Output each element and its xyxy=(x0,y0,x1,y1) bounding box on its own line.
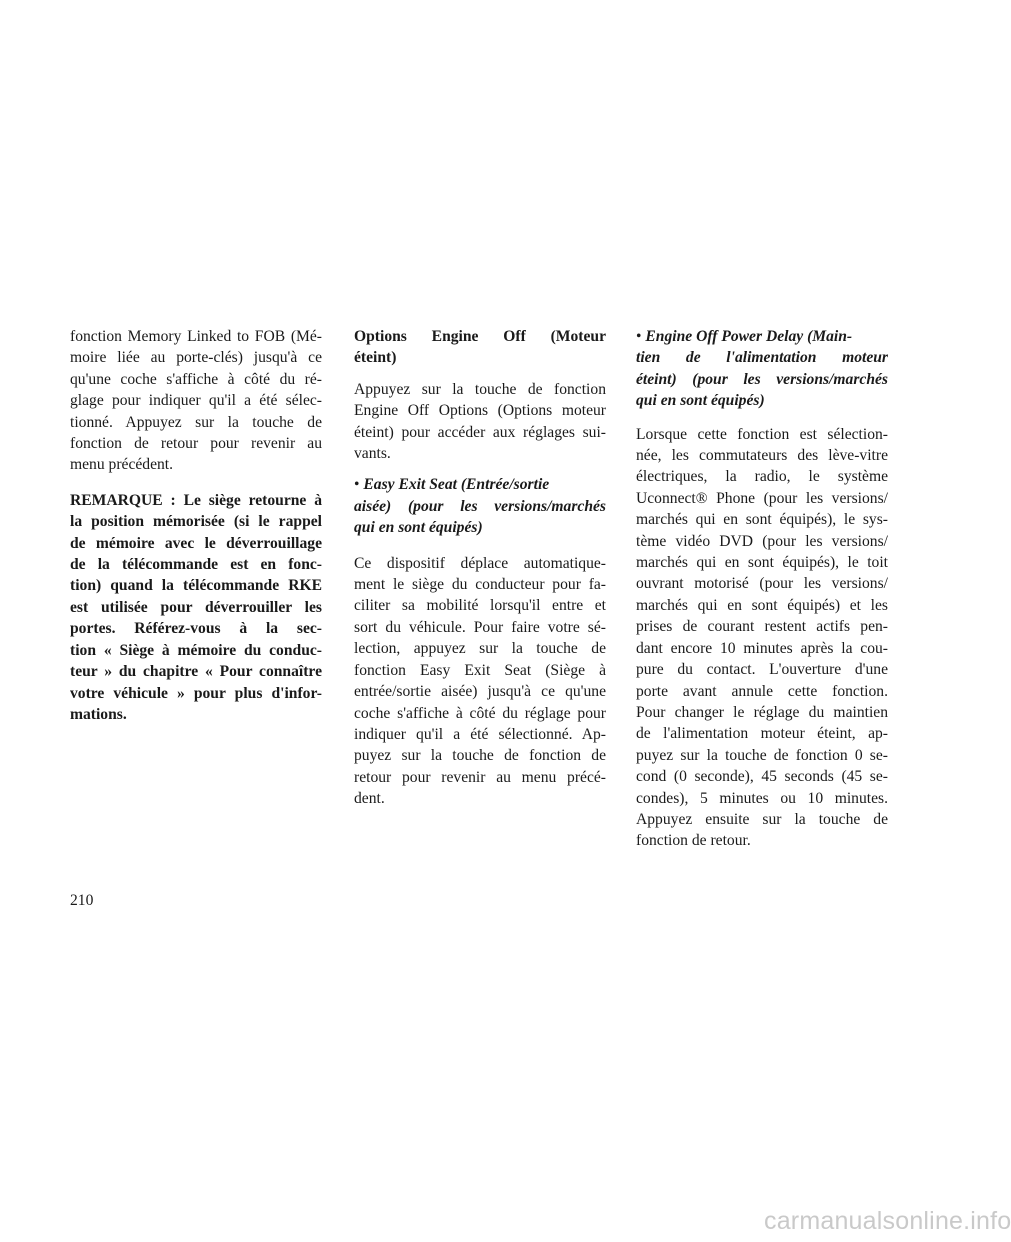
text-line: glage pour indiquer qu'il a été sélec- xyxy=(70,392,322,410)
text-line: prises de courant restent actifs pen- xyxy=(636,618,888,636)
bullet-engine-off-power-delay xyxy=(636,326,888,412)
text-line: entrée/sortie aisée) jusqu'à ce qu'une xyxy=(354,683,606,701)
text-line: née, les commutateurs des lève-vitre xyxy=(636,447,888,465)
paragraph-easy-exit-seat xyxy=(354,553,606,810)
text-line: indiquer qu'il a été sélectionné. Ap- xyxy=(354,725,606,743)
text-line: Uconnect® Phone (pour les versions/ xyxy=(636,489,888,507)
text-line: condes), 5 minutes ou 10 minutes. xyxy=(636,789,888,807)
text-column-left xyxy=(70,326,322,739)
text-line: de mémoire avec le déverrouillage xyxy=(70,534,322,552)
text-line: tion « Siège à mémoire du conduc- xyxy=(70,641,322,659)
bullet-easy-exit-seat xyxy=(354,474,606,538)
watermark-logo: carmanualsonline.info xyxy=(764,1207,1011,1235)
text-line: Ce dispositif déplace automatique- xyxy=(354,554,606,572)
text-line: teur » du chapitre « Pour connaître xyxy=(70,663,322,681)
text-line: portes. Référez-vous à la sec- xyxy=(70,620,322,638)
text-line: dant encore 10 minutes après la cou- xyxy=(636,639,888,657)
text-line: Options Engine Off (Moteur xyxy=(354,328,606,345)
text-column-right xyxy=(636,326,888,866)
text-line: qui en sont équipés) xyxy=(636,392,765,410)
paragraph-engine-off-power-delay xyxy=(636,424,888,852)
text-line: cond (0 seconde), 45 seconds (45 se- xyxy=(636,768,888,786)
text-line: électriques, la radio, le système xyxy=(636,468,888,486)
text-line: Appuyez ensuite sur la touche de xyxy=(636,810,888,828)
text-line: marchés qui en sont équipés), le sys- xyxy=(636,511,888,529)
text-line: REMARQUE : Le siège retourne à xyxy=(70,491,322,509)
text-line: coche s'affiche à côté du réglage pour xyxy=(354,704,606,722)
paragraph-engine-off-options xyxy=(354,379,606,465)
text-line: fonction Memory Linked to FOB (Mé- xyxy=(70,328,322,345)
text-line: ouvrant motorisé (pour les versions/ xyxy=(636,575,888,593)
text-line: ciliter sa mobilité lorsqu'il entre et xyxy=(354,597,606,615)
text-line: éteint) (pour les versions/marchés xyxy=(636,370,888,388)
text-line: est utilisée pour déverrouiller les xyxy=(70,598,322,616)
text-line: fonction de retour. xyxy=(636,832,751,850)
text-line: porte avant annule cette fonction. xyxy=(636,682,888,700)
page-number: 210 xyxy=(70,892,94,909)
text-line: menu précédent. xyxy=(70,456,174,474)
text-line: de l'alimentation moteur éteint, ap- xyxy=(636,725,888,743)
bullet-marker: • xyxy=(354,476,360,494)
text-line: mations. xyxy=(70,705,127,723)
text-line: votre véhicule » pour plus d'infor- xyxy=(70,684,322,702)
text-line: vants. xyxy=(354,445,391,463)
text-line: sort du véhicule. Pour faire votre sé- xyxy=(354,618,606,636)
text-line: Engine Off Options (Options moteur xyxy=(354,402,606,420)
text-line: Appuyez sur la touche de fonction xyxy=(354,380,606,398)
text-line: tème vidéo DVD (pour les versions/ xyxy=(636,532,888,550)
text-line: tien de l'alimentation moteur xyxy=(636,349,888,367)
text-line: éteint) pour accéder aux réglages sui- xyxy=(354,423,606,441)
text-line: fonction Easy Exit Seat (Siège à xyxy=(354,661,606,679)
text-line: Pour changer le réglage du maintien xyxy=(636,703,888,721)
text-line: fonction de retour pour revenir au xyxy=(70,435,322,453)
text-line: qui en sont équipés) xyxy=(354,519,483,537)
bullet-text: Easy Exit Seat (Entrée/sortie xyxy=(363,476,550,494)
text-line: retour pour revenir au menu précé- xyxy=(354,768,606,786)
text-line: la position mémorisée (si le rappel xyxy=(70,513,322,531)
paragraph-memory-linked-fob xyxy=(70,326,322,476)
bullet-text: Engine Off Power Delay (Main- xyxy=(645,328,853,345)
note-remarque xyxy=(70,490,322,725)
text-line xyxy=(636,326,888,347)
text-line: marchés qui en sont équipés) et les xyxy=(636,596,888,614)
text-line: qu'une coche s'affiche à côté du ré- xyxy=(70,370,322,388)
text-line: tion) quand la télécommande RKE xyxy=(70,577,322,595)
text-line: marchés qui en sont équipés), le toit xyxy=(636,554,888,572)
text-line: tionné. Appuyez sur la touche de xyxy=(70,413,322,431)
text-line: éteint) xyxy=(354,349,397,367)
text-line: aisée) (pour les versions/marchés xyxy=(354,497,606,515)
text-line: dent. xyxy=(354,790,385,808)
text-column-middle xyxy=(354,326,606,824)
text-line xyxy=(354,474,606,495)
text-line: puyez sur la touche de fonction 0 se- xyxy=(636,746,888,764)
section-heading-engine-off-options xyxy=(354,326,606,369)
text-line: lection, appuyez sur la touche de xyxy=(354,640,606,658)
text-line: Lorsque cette fonction est sélection- xyxy=(636,425,888,443)
text-line: de la télécommande est en fonc- xyxy=(70,556,322,574)
text-line: puyez sur la touche de fonction de xyxy=(354,747,606,765)
text-line: moire liée au porte-clés) jusqu'à ce xyxy=(70,349,322,367)
text-line: pure du contact. L'ouverture d'une xyxy=(636,661,888,679)
bullet-marker: • xyxy=(636,328,642,345)
text-line: ment le siège du conducteur pour fa- xyxy=(354,576,606,594)
